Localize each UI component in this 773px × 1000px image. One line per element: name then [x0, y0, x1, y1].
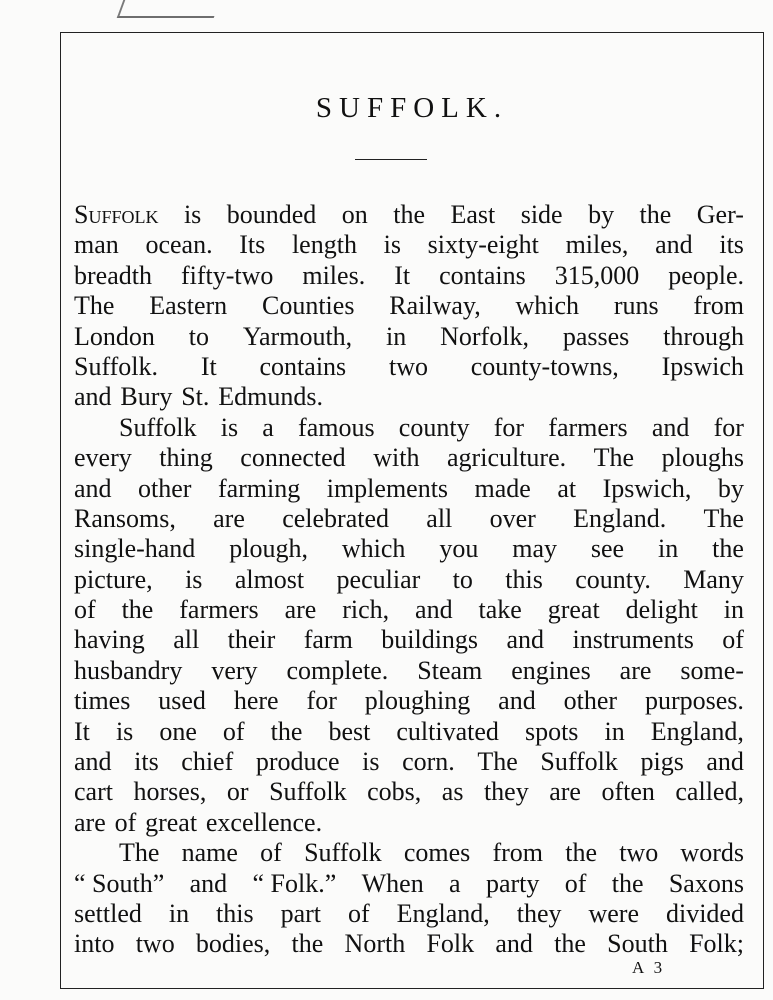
word: a — [449, 868, 461, 898]
word: part — [280, 898, 322, 928]
text-line — [74, 382, 744, 412]
word: the — [554, 929, 586, 959]
word: Ipswich, — [602, 473, 692, 503]
word: length — [291, 230, 357, 260]
word: Many — [683, 564, 744, 594]
word: Edmunds. — [218, 382, 323, 412]
word: and — [706, 747, 744, 777]
word: implements — [326, 473, 449, 503]
word: this — [505, 564, 543, 594]
word: engines — [511, 655, 591, 685]
word: is — [183, 200, 202, 229]
text-line — [74, 322, 744, 352]
word: used — [158, 686, 206, 716]
word: at — [557, 473, 577, 503]
word: of — [74, 595, 96, 625]
word: and — [74, 473, 112, 503]
word: “ South” — [74, 868, 165, 898]
word: pigs — [640, 747, 684, 777]
word: by — [588, 200, 615, 229]
word: celebrated — [282, 503, 389, 533]
word: Folk — [426, 929, 475, 959]
word: words — [680, 838, 744, 868]
text-line — [74, 230, 744, 260]
word: on — [341, 200, 368, 229]
word: to — [452, 564, 473, 594]
text-line — [74, 929, 744, 959]
word: and — [74, 382, 112, 412]
word: England, — [396, 898, 490, 928]
word: two — [388, 351, 428, 381]
word: the — [291, 929, 324, 959]
word: having — [74, 625, 145, 655]
word: It — [74, 716, 90, 746]
word: man — [74, 230, 119, 260]
text-line — [74, 717, 744, 747]
word: delight — [625, 595, 698, 625]
word: London — [74, 321, 155, 351]
word: Yarmouth, — [242, 321, 353, 351]
word: which — [515, 291, 580, 321]
word: Eastern — [149, 291, 228, 321]
word: its — [134, 747, 159, 777]
word: and — [415, 595, 453, 625]
word: party — [485, 868, 540, 898]
word: great — [145, 807, 198, 837]
text-line — [74, 200, 744, 230]
text-line — [74, 474, 744, 504]
word: you — [439, 534, 479, 564]
word: St. — [181, 382, 210, 412]
word: East — [450, 200, 496, 229]
word: of — [722, 625, 744, 655]
word: people. — [668, 260, 744, 290]
text-line — [74, 565, 744, 595]
word: South — [607, 929, 668, 959]
text-line — [74, 261, 744, 291]
word: Railway, — [389, 291, 481, 321]
word: two — [619, 838, 659, 868]
word: as — [441, 777, 464, 807]
word: Suffolk — [119, 412, 197, 442]
word: great — [547, 595, 600, 625]
word: connected — [240, 443, 346, 473]
word: When — [361, 868, 424, 898]
word: cobs, — [367, 777, 422, 807]
word: the — [121, 595, 154, 625]
page-edge-mark — [117, 0, 221, 18]
text-line — [74, 534, 744, 564]
word: almost — [234, 564, 305, 594]
word: the — [611, 868, 644, 898]
word: other — [563, 686, 618, 716]
word: for — [306, 686, 337, 716]
word: county-towns, — [470, 351, 619, 381]
word: Bury — [120, 382, 173, 412]
word: in — [168, 898, 190, 928]
word: miles. — [302, 260, 366, 290]
page-title: SUFFOLK. — [315, 92, 509, 124]
word: and — [495, 929, 533, 959]
word: through — [663, 321, 744, 351]
word: may — [512, 534, 557, 564]
word: runs — [613, 291, 659, 321]
word: which — [341, 534, 406, 564]
word: see — [590, 534, 625, 564]
word: cart — [74, 777, 113, 807]
word: is — [383, 230, 401, 260]
word: and — [189, 868, 228, 898]
word: farm — [303, 625, 353, 655]
word: miles, — [565, 230, 629, 260]
word: settled — [74, 898, 142, 928]
word: the — [712, 534, 744, 564]
word: name — [181, 838, 238, 868]
word: Saxons — [668, 868, 744, 898]
text-line — [74, 291, 744, 321]
word: Suffolk — [74, 200, 159, 229]
word: here — [233, 686, 279, 716]
word: in — [658, 534, 679, 564]
word: buildings — [381, 625, 479, 655]
word: the — [270, 716, 303, 746]
word: other — [138, 473, 192, 503]
word: is — [185, 564, 203, 594]
title-rule — [355, 159, 427, 160]
word: of — [222, 716, 245, 746]
word: rich, — [342, 595, 390, 625]
word: Suffolk — [304, 838, 382, 868]
word: were — [588, 898, 639, 928]
word: and — [74, 747, 112, 777]
word: farmers — [179, 595, 259, 625]
word: are — [619, 655, 652, 685]
word: Ger- — [696, 200, 744, 229]
text-line — [74, 777, 744, 807]
word: to — [188, 321, 209, 351]
word: spots — [524, 716, 579, 746]
word: into — [74, 929, 115, 959]
word: the — [565, 838, 597, 868]
word: very — [211, 655, 258, 685]
word: called, — [675, 777, 744, 807]
word: England, — [650, 716, 744, 746]
word: corn. — [402, 747, 455, 777]
word: for — [493, 412, 525, 442]
word: from — [693, 291, 744, 321]
word: single-hand — [74, 534, 196, 564]
word: they — [516, 898, 562, 928]
word: peculiar — [336, 564, 421, 594]
word: Counties — [261, 291, 355, 321]
word: the — [393, 200, 426, 229]
word: contains — [439, 260, 526, 290]
word: bounded — [226, 200, 317, 229]
word: the — [639, 200, 672, 229]
word: complete. — [286, 655, 389, 685]
word: fifty-two — [180, 260, 274, 290]
word: Its — [239, 230, 266, 260]
word: for — [713, 412, 744, 442]
text-line — [74, 595, 744, 625]
text-line — [74, 686, 744, 716]
body-text — [74, 200, 744, 960]
word: are — [213, 503, 245, 533]
word: The — [593, 443, 635, 473]
word: breadth — [74, 260, 152, 290]
word: side — [520, 200, 563, 229]
text-line — [74, 656, 744, 686]
word: over — [489, 503, 536, 533]
word: It — [200, 351, 217, 381]
word: its — [719, 230, 744, 260]
word: North — [344, 929, 406, 959]
word: all — [173, 625, 200, 655]
word: chief — [181, 747, 234, 777]
word: cultivated — [396, 716, 499, 746]
word: contains — [259, 351, 347, 381]
word: is — [115, 716, 134, 746]
word: two — [135, 929, 175, 959]
word: county. — [575, 564, 651, 594]
word: and — [498, 686, 536, 716]
word: 315,000 — [554, 260, 640, 290]
word: best — [328, 716, 371, 746]
text-line — [74, 808, 744, 838]
text-line — [74, 413, 744, 443]
word: Suffolk. — [74, 351, 159, 381]
word: is — [362, 747, 380, 777]
word: ploughing — [364, 686, 471, 716]
word: all — [426, 503, 453, 533]
word: horses, — [133, 777, 207, 807]
word: are — [284, 595, 317, 625]
word: Suffolk — [269, 777, 347, 807]
word: or — [226, 777, 249, 807]
word: thing — [159, 443, 213, 473]
word: The — [477, 747, 518, 777]
word: The — [119, 838, 160, 868]
text-line — [74, 869, 744, 899]
word: It — [394, 260, 411, 290]
word: famous — [298, 412, 375, 442]
word: are — [74, 807, 106, 837]
word: and — [506, 625, 545, 655]
word: are — [549, 777, 581, 807]
word: sixty-eight — [427, 230, 539, 260]
text-line — [74, 352, 744, 382]
word: “ Folk.” — [252, 868, 337, 898]
word: of — [114, 807, 137, 837]
text-line — [74, 899, 744, 929]
word: excellence. — [205, 807, 323, 837]
word: take — [478, 595, 522, 625]
word: in — [386, 321, 407, 351]
word: and — [651, 412, 690, 442]
word: farming — [217, 473, 301, 503]
word: county — [398, 412, 470, 442]
word: they — [483, 777, 529, 807]
word: agriculture. — [447, 443, 567, 473]
word: of — [260, 838, 282, 868]
word: ploughs — [661, 443, 744, 473]
word: comes — [403, 838, 471, 868]
word: often — [601, 777, 655, 807]
word: some- — [680, 655, 744, 685]
word: in — [723, 595, 744, 625]
word: produce — [255, 747, 340, 777]
text-line — [74, 838, 744, 868]
word: this — [216, 898, 254, 928]
word: of — [564, 868, 587, 898]
word: their — [227, 625, 276, 655]
word: of — [347, 898, 370, 928]
word: picture, — [74, 564, 153, 594]
text-line — [74, 625, 744, 655]
word: plough, — [229, 534, 308, 564]
word: bodies, — [195, 929, 271, 959]
text-line — [74, 504, 744, 534]
word: one — [159, 716, 197, 746]
word: passes — [562, 321, 630, 351]
word: Folk; — [689, 929, 744, 959]
word: England. — [573, 503, 667, 533]
word: with — [373, 443, 420, 473]
word: Ransoms, — [74, 503, 176, 533]
text-line — [74, 443, 744, 473]
word: divided — [665, 898, 744, 928]
word: from — [492, 838, 543, 868]
word: farmers — [548, 412, 628, 442]
word: purposes. — [644, 686, 744, 716]
word: Ipswich — [661, 351, 744, 381]
text-line — [74, 747, 744, 777]
word: husbandry — [74, 655, 183, 685]
word: times — [74, 686, 131, 716]
word: ocean. — [145, 230, 213, 260]
word: The — [74, 291, 115, 321]
signature-mark: A 3 — [632, 958, 666, 977]
word: and — [655, 230, 693, 260]
word: made — [474, 473, 531, 503]
word: instruments — [572, 625, 694, 655]
word: by — [717, 473, 744, 503]
word: a — [262, 412, 274, 442]
word: The — [703, 503, 744, 533]
word: Norfolk, — [440, 321, 529, 351]
word: in — [604, 716, 625, 746]
word: every — [74, 443, 132, 473]
word: Suffolk — [540, 747, 618, 777]
word: Steam — [417, 655, 483, 685]
word: is — [220, 412, 239, 442]
